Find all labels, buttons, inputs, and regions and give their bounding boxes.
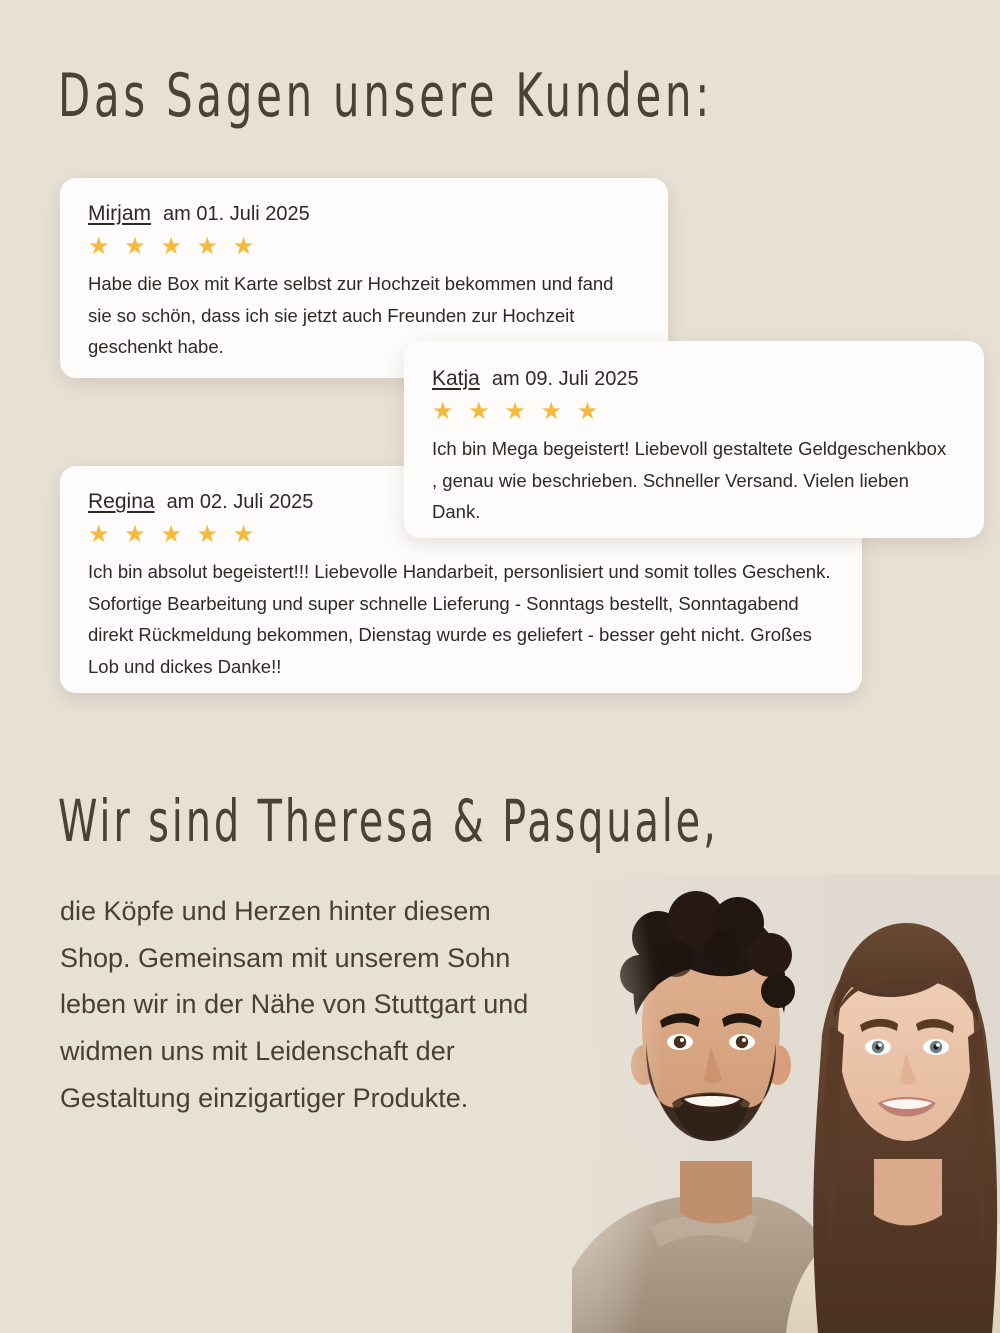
about-paragraph: die Köpfe und Herzen hinter diesem Shop. Gemeinsam mit unserem Sohn leben wir in der Nähe von Stuttgart und widmen uns mit Leidenschaft der Gestaltung einzigartiger Produkte. (60, 896, 529, 1113)
rating-stars-icon: ★ ★ ★ ★ ★ (432, 398, 603, 425)
review-text: Ich bin Mega begeistert! Liebevoll gestaltete Geldgeschenkbox , genau wie beschrieben. Schneller Versand. Vielen lieben Dank. (432, 438, 947, 523)
rating-stars-icon: ★ ★ ★ ★ ★ (88, 233, 259, 260)
review-header (432, 367, 956, 391)
reviews-heading: Das Sagen unsere Kunden: (58, 62, 714, 131)
rating-stars-icon: ★ ★ ★ ★ ★ (88, 521, 259, 548)
review-header (88, 202, 640, 226)
review-date: am 02. Juli 2025 (166, 491, 314, 513)
founders-photo (572, 875, 1000, 1333)
about-heading: Wir sind Theresa & Pasquale, (58, 787, 719, 855)
review-author: Mirjam (88, 202, 151, 225)
review-text: Ich bin absolut begeistert!!! Liebevolle Handarbeit, personlisiert und somit tolles Geschenk. Sofortige Bearbeitung und super schnelle Lieferung - Sonntags bestellt, Sonntagabend direkt Rückmeldung bekommen, Dienstag wurde es geliefert - besser geht nicht. Großes Lob und dickes Danke!! (88, 561, 831, 677)
review-date: am 09. Juli 2025 (491, 368, 639, 390)
review-card (404, 341, 984, 538)
review-author: Regina (88, 490, 155, 513)
review-date: am 01. Juli 2025 (163, 203, 310, 225)
review-author: Katja (432, 367, 480, 390)
review-text: Habe die Box mit Karte selbst zur Hochzeit bekommen und fand sie so schön, dass ich sie jetzt auch Freunden zur Hochzeit geschenkt habe. (88, 273, 614, 358)
